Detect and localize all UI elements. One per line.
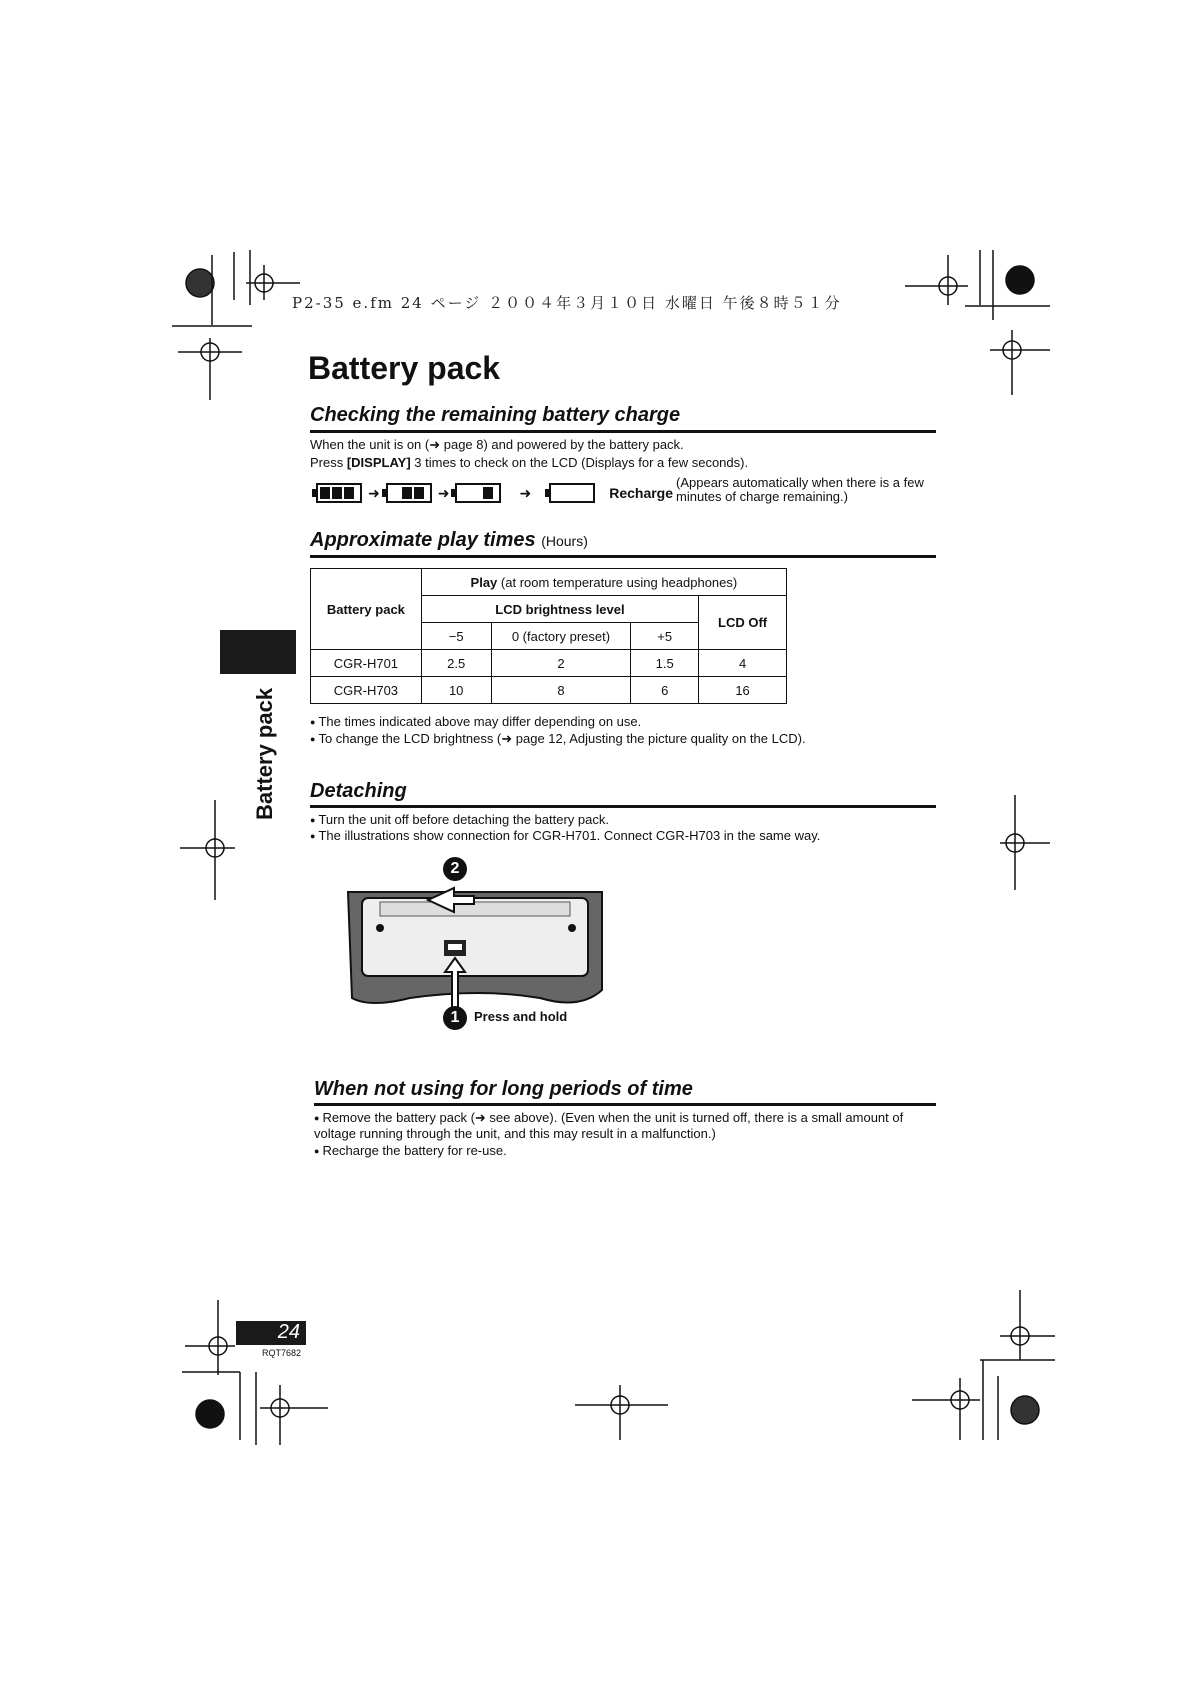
value-cell: 4 (699, 650, 787, 677)
battery-two-thirds-icon (386, 483, 432, 503)
section-rule (310, 555, 936, 558)
arrow-right-icon: ➜ (519, 484, 532, 501)
section-title-remaining-charge: Checking the remaining battery charge (310, 404, 681, 426)
page-number: 24 (236, 1321, 306, 1345)
value-cell: 1.5 (631, 650, 699, 677)
lcd-brightness-header: LCD brightness level (421, 596, 698, 623)
play-note-2 (310, 731, 806, 747)
charge-line-2 (310, 455, 748, 471)
charge-line-2-suffix: 3 times to check on the LCD (Displays for a few seconds). (410, 455, 749, 470)
long-period-note-2 (314, 1143, 507, 1159)
value-cell: 16 (699, 677, 787, 704)
level-factory-preset: 0 (factory preset) (491, 623, 631, 650)
play-note-1-text: The times indicated above may differ depending on use. (318, 714, 642, 729)
detach-note-1 (310, 812, 609, 828)
play-header (421, 569, 786, 596)
arrow-right-icon: ➜ (437, 484, 450, 501)
play-note-1 (310, 714, 641, 730)
section-title-detaching: Detaching (310, 780, 407, 802)
model-cell: CGR-H701 (311, 650, 422, 677)
charge-line-1: When the unit is on (➜ page 8) and powered by the battery pack. (310, 437, 684, 452)
side-tab-label: Battery pack (252, 687, 277, 820)
charge-line-2-prefix: Press (310, 455, 347, 470)
lcd-off-header: LCD Off (699, 596, 787, 650)
table-row (311, 677, 787, 704)
long-period-note-1 (314, 1110, 944, 1142)
value-cell: 10 (421, 677, 491, 704)
press-and-hold-label: Press and hold (474, 1009, 568, 1024)
level-plus5: +5 (631, 623, 699, 650)
step-2-badge: 2 (443, 857, 467, 881)
step-1-badge: 1 (443, 1006, 467, 1030)
side-tab-marker (220, 630, 296, 674)
section-rule (314, 1103, 936, 1106)
model-cell: CGR-H703 (311, 677, 422, 704)
section-title-long-periods: When not using for long periods of time (314, 1078, 693, 1100)
recharge-label: Recharge (609, 485, 674, 501)
detach-note-1-text: Turn the unit off before detaching the battery pack. (318, 812, 609, 827)
value-cell: 2.5 (421, 650, 491, 677)
recharge-note: (Appears automatically when there is a few minutes of charge remaining.) (676, 475, 924, 504)
detach-note-2-text: The illustrations show connection for CGR-H701. Connect CGR-H703 in the same way. (318, 828, 821, 843)
arrow-right-icon: ➜ (368, 484, 380, 501)
long-period-note-2-text: Recharge the battery for re-use. (322, 1143, 507, 1158)
section-rule (310, 430, 936, 433)
play-note-2-text: To change the LCD brightness (➜ page 12, Adjusting the picture quality on the LCD). (318, 731, 806, 746)
battery-full-icon (316, 483, 362, 503)
display-button-label: [DISPLAY] (346, 455, 411, 470)
value-cell: 6 (631, 677, 699, 704)
play-times-table (310, 568, 787, 704)
battery-indicator-sequence (316, 483, 673, 503)
file-header-line: P2-35 e.fm 24 ページ ２００４年３月１０日 水曜日 午後８時５１分 (292, 294, 842, 312)
doc-code: RQT7682 (262, 1348, 302, 1358)
page-title: Battery pack (308, 350, 501, 386)
play-header-rest: (at room temperature using headphones) (497, 574, 738, 590)
battery-empty-flashing-icon (549, 483, 595, 503)
battery-pack-header: Battery pack (311, 569, 422, 650)
section-title-play-times (310, 529, 588, 552)
play-times-title: Approximate play times (310, 529, 536, 551)
long-period-note-1-text: Remove the battery pack (➜ see above). (Even when the unit is turned off, there is a small amount of voltage running through the unit, and this may result in a malfunction.) (314, 1110, 904, 1141)
battery-one-third-icon (455, 483, 501, 503)
detach-note-2 (310, 828, 820, 844)
level-minus5: −5 (421, 623, 491, 650)
value-cell: 2 (491, 650, 631, 677)
table-row (311, 650, 787, 677)
play-header-bold: Play (470, 574, 498, 590)
value-cell: 8 (491, 677, 631, 704)
section-rule (310, 805, 936, 808)
play-times-unit: (Hours) (541, 533, 588, 549)
